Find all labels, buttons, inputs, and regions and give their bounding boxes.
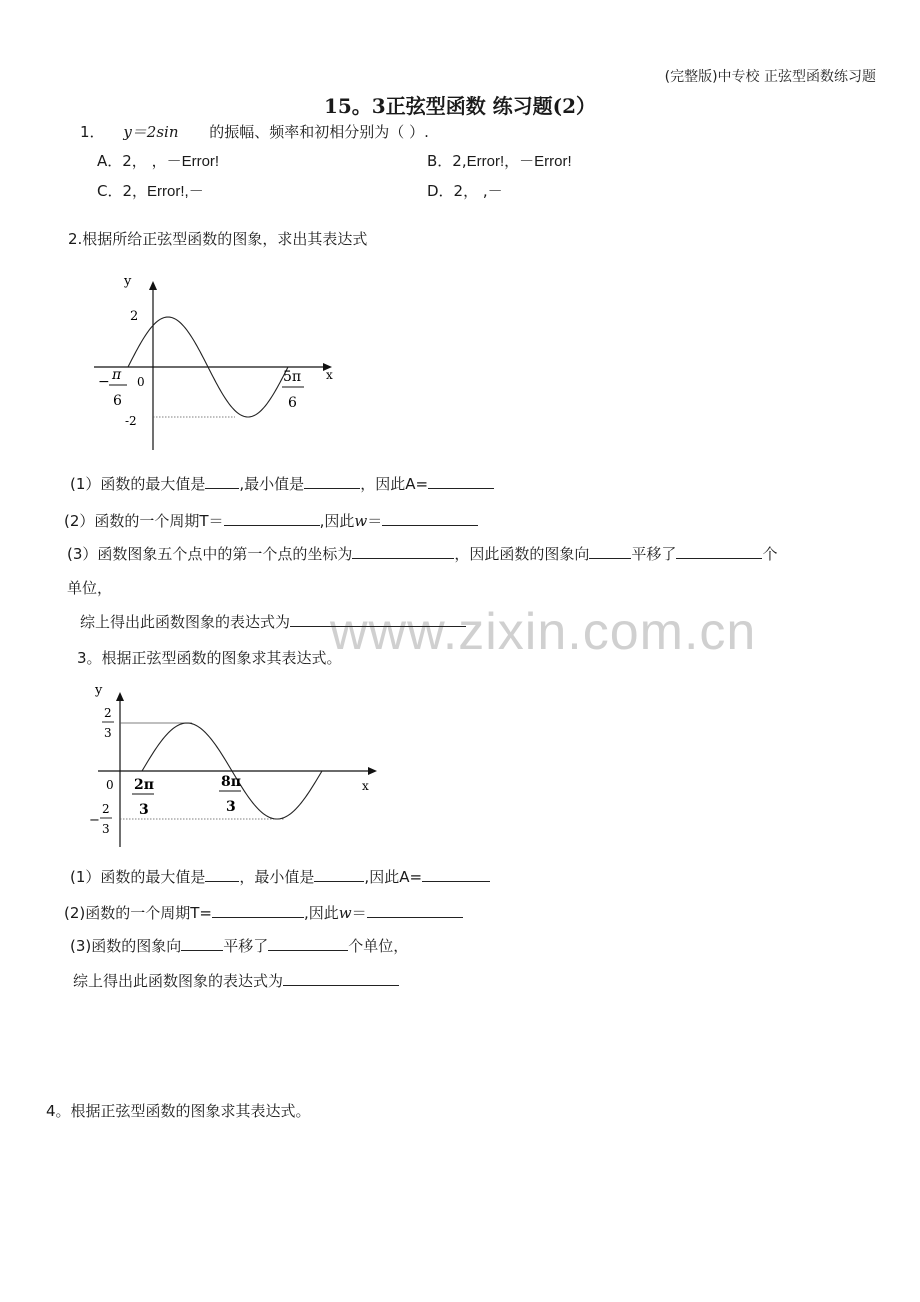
option-b-tail: Error!，－Error! <box>466 153 572 170</box>
q3-x2-num: 8π <box>221 774 241 790</box>
q2-left-den: 6 <box>113 393 122 409</box>
q2-w-blank[interactable] <box>382 510 478 526</box>
q3-y-arrow <box>116 692 124 701</box>
q3-bot-sign: − <box>89 813 100 828</box>
q3-line-4 <box>73 970 399 991</box>
q3-a-text: ,因此A= <box>364 868 423 886</box>
q2-period-blank[interactable] <box>224 510 320 526</box>
q3-top-den: 3 <box>104 726 112 740</box>
q3-origin-label: 0 <box>106 778 114 792</box>
q1-option-d <box>427 180 503 201</box>
q2-max-blank[interactable] <box>205 473 239 489</box>
header-note: (完整版)中专校 正弦型函数练习题 <box>664 69 876 85</box>
q3-amount-blank[interactable] <box>268 935 348 951</box>
q3-top-num: 2 <box>104 706 112 720</box>
q3-period-text: (2)函数的一个周期T= <box>64 904 212 922</box>
q2-line-3 <box>67 543 777 564</box>
option-a-tail: Error! <box>181 153 220 170</box>
q2-moved-text: 平移了 <box>631 545 677 563</box>
q2-line-5 <box>80 611 466 632</box>
option-b-label: B．2, <box>427 152 467 170</box>
q1-expression: y＝2sin <box>123 123 179 141</box>
q2-left-sign: − <box>98 374 110 390</box>
q1-stem <box>80 121 429 142</box>
q2-right-den: 6 <box>288 395 297 411</box>
watermark: www.zixin.com.cn <box>330 603 757 661</box>
q3-therefore-text: ,因此 <box>303 904 339 922</box>
q2-a-blank[interactable] <box>428 473 494 489</box>
q2-equals: ＝ <box>367 512 383 530</box>
q2-direction-blank[interactable] <box>589 543 631 559</box>
q1-number: 1． <box>80 123 105 141</box>
q1-option-c <box>97 180 204 201</box>
q1-text: 的振幅、频率和初相分别为（ ）. <box>209 123 429 141</box>
q3-a-blank[interactable] <box>422 866 490 882</box>
q3-w-blank[interactable] <box>367 902 463 918</box>
q3-y-label: y <box>95 683 103 698</box>
q3-title: 3。根据正弦型函数的图象求其表达式。 <box>77 649 342 667</box>
q3-bot-num: 2 <box>102 802 110 816</box>
q2-point-text: (3）函数图象五个点中的第一个点的坐标为 <box>67 545 353 563</box>
q2-expression-text: 综上得出此函数图象的表达式为 <box>80 613 291 631</box>
q2-min-blank[interactable] <box>304 473 360 489</box>
q2-graph <box>88 268 348 458</box>
q2-ymin-label: -2 <box>125 414 137 428</box>
q2-y-label: y <box>124 274 132 289</box>
q3-max-blank[interactable] <box>205 866 239 882</box>
q2-point-blank[interactable] <box>352 543 454 559</box>
q1-option-b <box>427 150 572 171</box>
q2-unit-text: 个 <box>762 545 778 563</box>
q2-w-symbol: w <box>354 512 368 530</box>
q2-right-num: 5π <box>283 369 302 385</box>
option-c-tail: Error!,－ <box>147 183 204 200</box>
q3-moved-text: 平移了 <box>223 937 269 955</box>
q3-expression-text: 综上得出此函数图象的表达式为 <box>73 972 284 990</box>
q2-therefore-text: ,因此 <box>319 512 355 530</box>
q1-option-a <box>97 150 219 171</box>
q3-min-blank[interactable] <box>314 866 364 882</box>
q3-x1-den: 3 <box>139 802 149 818</box>
q3-x-label: x <box>362 779 369 793</box>
q2-period-text: (2）函数的一个周期T＝ <box>64 512 224 530</box>
q3-bot-den: 3 <box>102 822 110 836</box>
q3-x-arrow <box>368 767 377 775</box>
q2-min-text: ,最小值是 <box>239 475 305 493</box>
q2-origin-label: 0 <box>137 375 145 389</box>
page-title: 15。3正弦型函数 练习题(2） <box>323 94 597 118</box>
q3-x1-num: 2π <box>134 777 154 793</box>
q3-line-1 <box>70 866 490 887</box>
q3-line-2 <box>64 902 463 923</box>
q2-amount-blank[interactable] <box>676 543 762 559</box>
q3-w-symbol: w <box>338 904 352 922</box>
q4-title: 4。根据正弦型函数的图象求其表达式。 <box>46 1102 311 1120</box>
q3-min-text: ，最小值是 <box>239 868 315 886</box>
q2-y-arrow <box>149 281 157 290</box>
q3-unit-text: 个单位， <box>348 937 409 955</box>
q3-shift-text: (3)函数的图象向 <box>70 937 182 955</box>
option-a-label: A．2， ，－ <box>97 152 182 170</box>
q3-equals: ＝ <box>351 904 367 922</box>
option-d-label: D．2， ,－ <box>427 182 503 200</box>
q3-graph <box>84 682 384 852</box>
q2-left-num: π <box>112 367 122 383</box>
q2-shift-text: ，因此函数的图象向 <box>454 545 590 563</box>
q2-line-1 <box>70 473 494 494</box>
q3-period-blank[interactable] <box>212 902 304 918</box>
q3-max-text: (1）函数的最大值是 <box>70 868 206 886</box>
q2-expression-blank[interactable] <box>290 611 466 627</box>
q3-x2-den: 3 <box>226 799 236 815</box>
q2-x-label: x <box>326 368 333 382</box>
q2-a-text: ，因此A= <box>360 475 429 493</box>
q3-expression-blank[interactable] <box>283 970 399 986</box>
q3-line-3 <box>70 935 408 956</box>
q3-direction-blank[interactable] <box>181 935 223 951</box>
q2-title: 2.根据所给正弦型函数的图象，求出其表达式 <box>68 230 368 248</box>
q2-ymax-label: 2 <box>130 309 139 324</box>
option-c-label: C．2， <box>97 182 148 200</box>
q2-line-4: 单位， <box>67 579 113 597</box>
q2-line-2 <box>64 510 478 531</box>
q2-max-text: (1）函数的最大值是 <box>70 475 206 493</box>
